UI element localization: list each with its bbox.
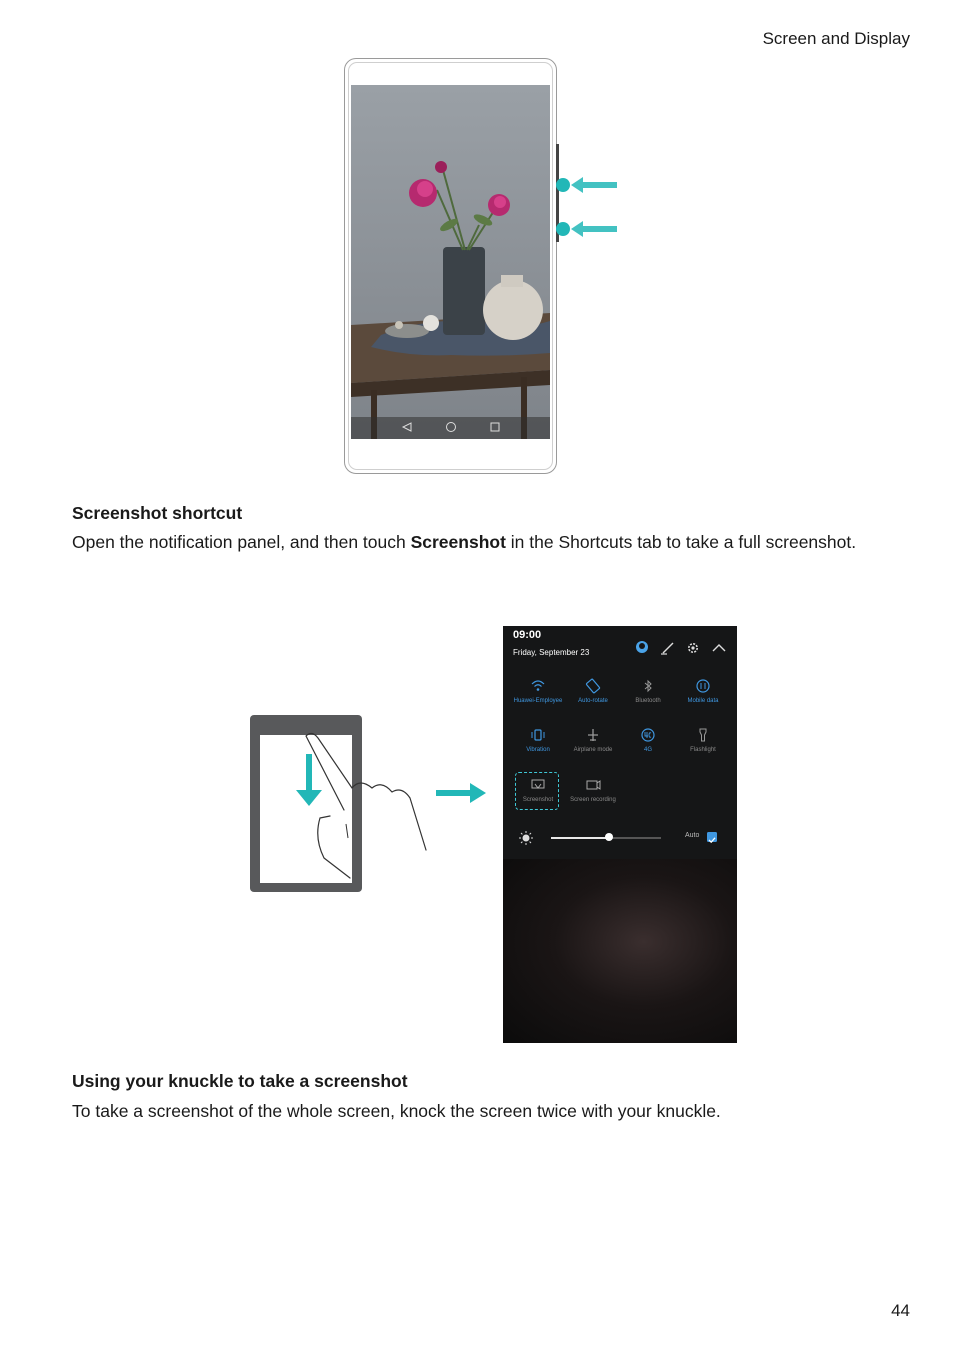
brightness-slider-fill <box>551 837 609 839</box>
header-title: Screen and Display <box>762 29 910 48</box>
panel-header-icons <box>633 640 733 656</box>
chevron-up-icon[interactable] <box>713 645 725 651</box>
tile-auto-rotate[interactable]: Auto-rotate <box>565 678 621 705</box>
mobile-data-icon <box>695 678 711 694</box>
auto-brightness-label: Auto <box>685 832 700 839</box>
screenshot-icon <box>530 777 546 793</box>
tile-vibration[interactable]: Vibration <box>510 727 566 754</box>
panel-date: Friday, September 23 <box>513 648 590 657</box>
section-heading-screenshot-shortcut: Screenshot shortcut <box>72 503 243 523</box>
auto-brightness-checkbox[interactable] <box>707 832 717 842</box>
rotate-icon <box>585 678 601 694</box>
tile-screenshot[interactable]: Screenshot <box>510 777 566 804</box>
page-number: 44 <box>891 1301 910 1320</box>
section-text-knuckle-screenshot: To take a screenshot of the whole screen, knock the screen twice with your knuckle. <box>72 1101 721 1121</box>
tile-mobile-data[interactable]: Mobile data <box>675 678 731 705</box>
bluetooth-icon <box>640 678 656 694</box>
checkmark-icon <box>707 835 717 845</box>
avatar-icon[interactable] <box>636 641 648 653</box>
wifi-icon <box>530 678 546 694</box>
tile-flashlight[interactable]: Flashlight <box>675 727 731 754</box>
blurred-background <box>503 859 737 1043</box>
press-arrows-icon <box>555 175 621 239</box>
tile-bluetooth[interactable]: Bluetooth <box>620 678 676 705</box>
brightness-icon <box>519 831 533 845</box>
tile-4g[interactable]: 4G <box>620 727 676 754</box>
section-heading-knuckle-screenshot: Using your knuckle to take a screenshot <box>72 1071 408 1091</box>
airplane-icon <box>585 727 601 743</box>
tile-screen-recording[interactable]: Screen recording <box>565 777 621 804</box>
arrow-right-icon <box>436 782 488 804</box>
tile-wifi[interactable]: Huawei-Employee <box>510 678 566 705</box>
flashlight-icon <box>695 727 711 743</box>
section-text-screenshot-shortcut: Open the notification panel, and then touch Screenshot in the Shortcuts tab to take a full screenshot. <box>72 532 857 552</box>
notification-panel <box>503 626 737 1043</box>
panel-time: 09:00 <box>513 629 542 641</box>
tile-airplane-mode[interactable]: Airplane mode <box>565 727 621 754</box>
screen-recording-icon <box>585 777 601 793</box>
swipe-hand-icon <box>290 728 440 888</box>
4g-icon <box>640 727 656 743</box>
vibration-icon <box>530 727 546 743</box>
phone-illustration <box>344 58 557 474</box>
settings-icon[interactable] <box>689 644 697 652</box>
edit-icon[interactable] <box>661 643 673 654</box>
phone-wallpaper <box>351 85 550 439</box>
still-life-photo <box>351 85 550 439</box>
